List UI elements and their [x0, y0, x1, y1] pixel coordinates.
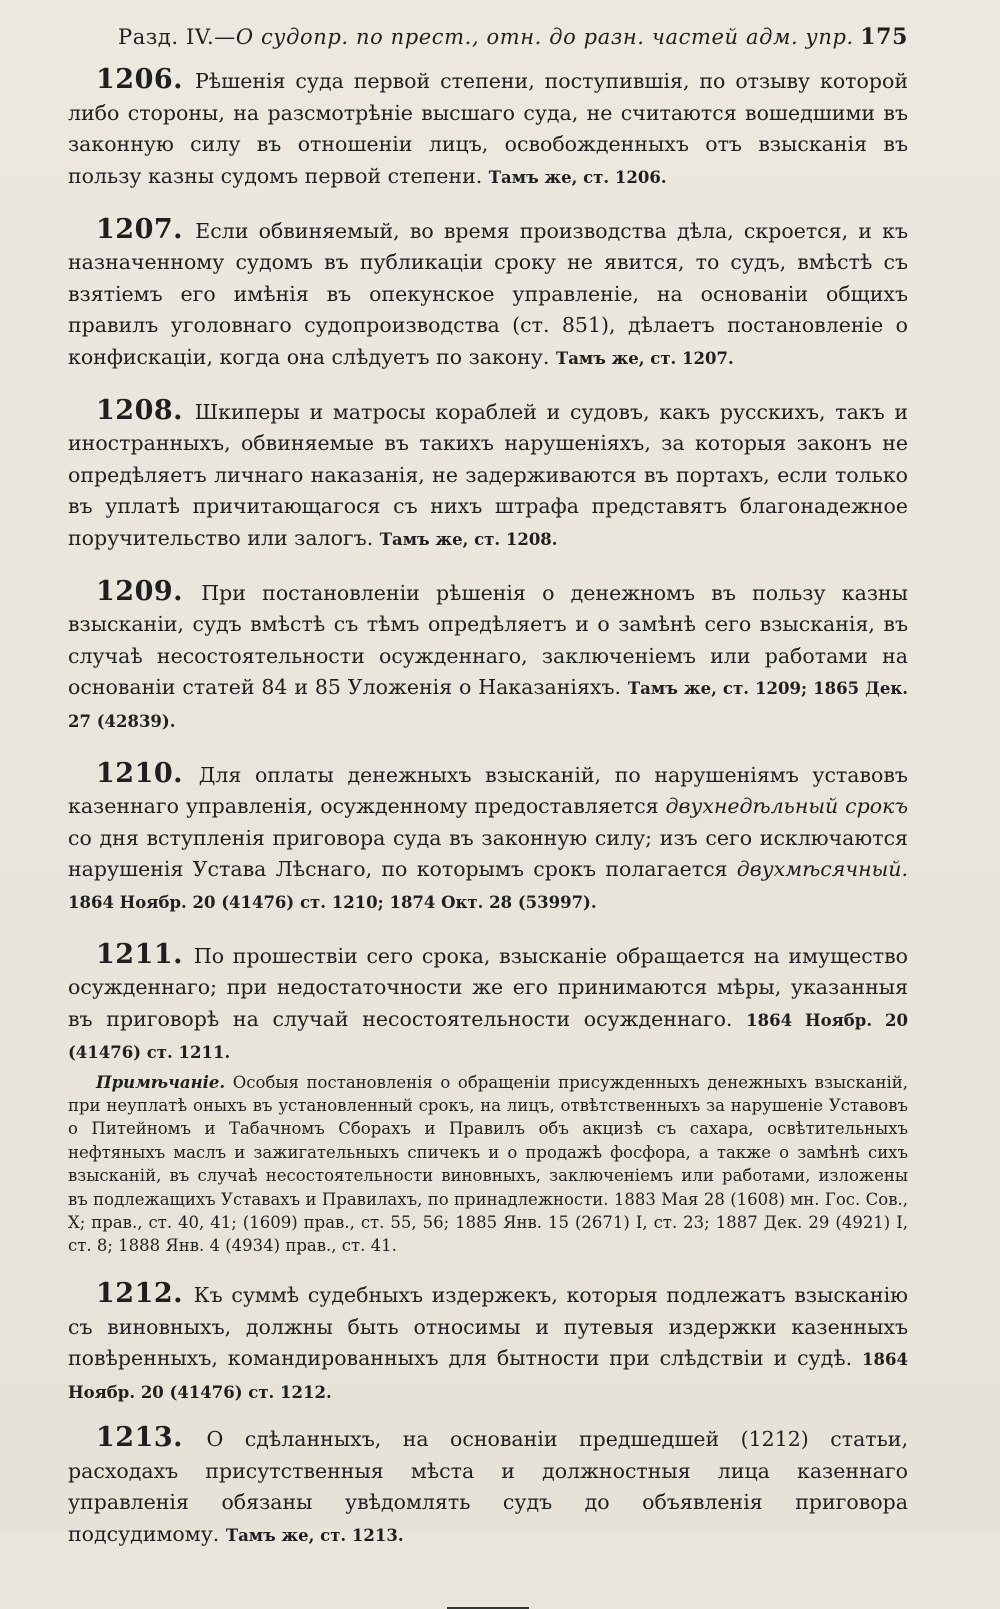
- article-source: 1864 Ноябр. 20 (41476) ст. 1211.: [68, 1010, 908, 1062]
- article-text: Рѣшенія суда первой степени, поступившія, по отзыву которой либо стороны, на разсмотрѣніе высшаго суда, не считаются вошедшими въ законную силу въ отношеніи лицъ, освобожденныхъ отъ взысканія въ пользу казны судомъ первой степени.: [68, 69, 908, 188]
- article-source: Тамъ же, ст. 1208.: [379, 529, 558, 549]
- article-text: со дня вступленія приговора суда въ законную силу; изъ сего исключаются нарушенія Устава Лѣснаго, по которымъ срокъ полагается: [68, 825, 908, 881]
- article-1211: [68, 939, 908, 1069]
- article-1212: [68, 1278, 908, 1408]
- article-1206: [68, 64, 908, 193]
- article-number: 1206.: [96, 64, 184, 95]
- article-number: 1212.: [96, 1278, 184, 1310]
- article-number: 1210.: [96, 757, 184, 789]
- article-source: 1864 Ноябр. 20 (41476) ст. 1210; 1874 Окт. 28 (53997).: [68, 892, 597, 912]
- article-1211-note: [68, 1071, 908, 1258]
- article-text: При постановленіи рѣшенія о денежномъ въ пользу казны взысканіи, судъ вмѣстѣ съ тѣмъ опредѣляетъ и о замѣнѣ сего взысканія, въ случаѣ несостоятельности осужденнаго, заключеніемъ или работами на основаніи статей 84 и 85 Уложенія о Наказаніяхъ.: [68, 580, 908, 699]
- article-source: Тамъ же, ст. 1207.: [555, 348, 734, 368]
- article-text: О сдѣланныхъ, на основаніи предшедшей (1212) статьи, расходахъ присутственныя мѣста и должностныя лица казеннаго управленія обязаны увѣдомлять судъ до объявленія приговора подсудимому.: [68, 1427, 908, 1546]
- note-text: Особыя постановленія о обращеніи присужденныхъ денежныхъ взысканій, при неуплатѣ оныхъ въ установленный срокъ, на лицъ, отвѣтственныхъ за нарушеніе Уставовъ о Питейномъ и Табачномъ Сборахъ и Правилъ объ акцизѣ съ сахара, освѣтительныхъ нефтяныхъ маслъ и зажигательныхъ спичекъ и о продажѣ фосфора, а также о замѣнѣ сихъ взысканій, въ случаѣ несостоятельности виновныхъ, заключеніемъ или работами, изложены въ подлежащихъ Уставахъ и Правилахъ, по принадлежности. 1883 Мая 28 (1608) мн. Гос. Сов., X; прав., ст. 40, 41; (1609) прав., ст. 55, 56; 1885 Янв. 15 (2671) I, ст. 23; 1887 Дек. 29 (4921) I, ст. 8; 1888 Янв. 4 (4934) прав., ст. 41.: [68, 1072, 908, 1256]
- page-number: 175: [860, 24, 908, 50]
- running-title: [118, 25, 854, 49]
- article-text: По прошествіи сего срока, взысканіе обращается на имущество осужденнаго; при недостаточности же его принимаются мѣры, указанныя въ приговорѣ на случай несостоятельности осужденнаго.: [68, 943, 908, 1031]
- article-number: 1213.: [96, 1422, 184, 1454]
- article-number: 1207.: [96, 213, 184, 245]
- article-source: Тамъ же, ст. 1213.: [225, 1525, 404, 1545]
- section-label: Разд. IV.: [118, 25, 215, 49]
- article-source: Тамъ же, ст. 1206.: [488, 167, 667, 187]
- article-text: Для оплаты денежныхъ взысканій, по нарушеніямъ уставовъ казеннаго управленія, осужденному предоставляется: [68, 762, 908, 818]
- note-label: Примѣчаніе.: [96, 1072, 226, 1092]
- article-text: Къ суммѣ судебныхъ издержекъ, которыя подлежатъ взысканію съ виновныхъ, должны быть относимы и путевыя издержки казенныхъ повѣренныхъ, командированныхъ для бытности при слѣдствіи и судѣ.: [68, 1283, 908, 1371]
- article-1208: [68, 395, 908, 556]
- article-number: 1208.: [96, 394, 184, 426]
- article-italic-term: двухмѣсячный.: [736, 857, 908, 881]
- article-1209: [68, 576, 908, 738]
- article-text: Если обвиняемый, во время производства дѣла, скроется, и къ назначенному судомъ въ публикаціи сроку не явится, то судъ, вмѣстѣ съ взятіемъ его имѣнія въ опекунское управленіе, на основаніи общихъ правилъ уголовнаго судопроизводства (ст. 851), дѣлаетъ постановленіе о конфискаціи, когда она слѣдуетъ по закону.: [68, 218, 908, 369]
- article-number: 1209.: [96, 575, 184, 607]
- section-title: —О судопр. по прест., отн. до разн. частей адм. упр.: [214, 25, 854, 49]
- running-header: [118, 24, 908, 50]
- article-number: 1211.: [96, 938, 184, 970]
- article-1213: [68, 1422, 908, 1551]
- article-source: 1864 Ноябр. 20 (41476) ст. 1212.: [68, 1350, 908, 1402]
- article-1210: [68, 758, 908, 919]
- article-italic-term: двухнедѣльный срокъ: [665, 794, 908, 818]
- article-source: Тамъ же, ст. 1209; 1865 Дек. 27 (42839).: [68, 679, 908, 731]
- article-1207: [68, 214, 908, 375]
- article-text: Шкиперы и матросы кораблей и судовъ, какъ русскихъ, такъ и иностранныхъ, обвиняемые въ такихъ нарушеніяхъ, за которыя законъ не опредѣляетъ личнаго наказанія, не задерживаются въ портахъ, если только въ уплатѣ причитающагося съ нихъ штрафа представятъ благонадежное поручительство или залогъ.: [68, 399, 908, 550]
